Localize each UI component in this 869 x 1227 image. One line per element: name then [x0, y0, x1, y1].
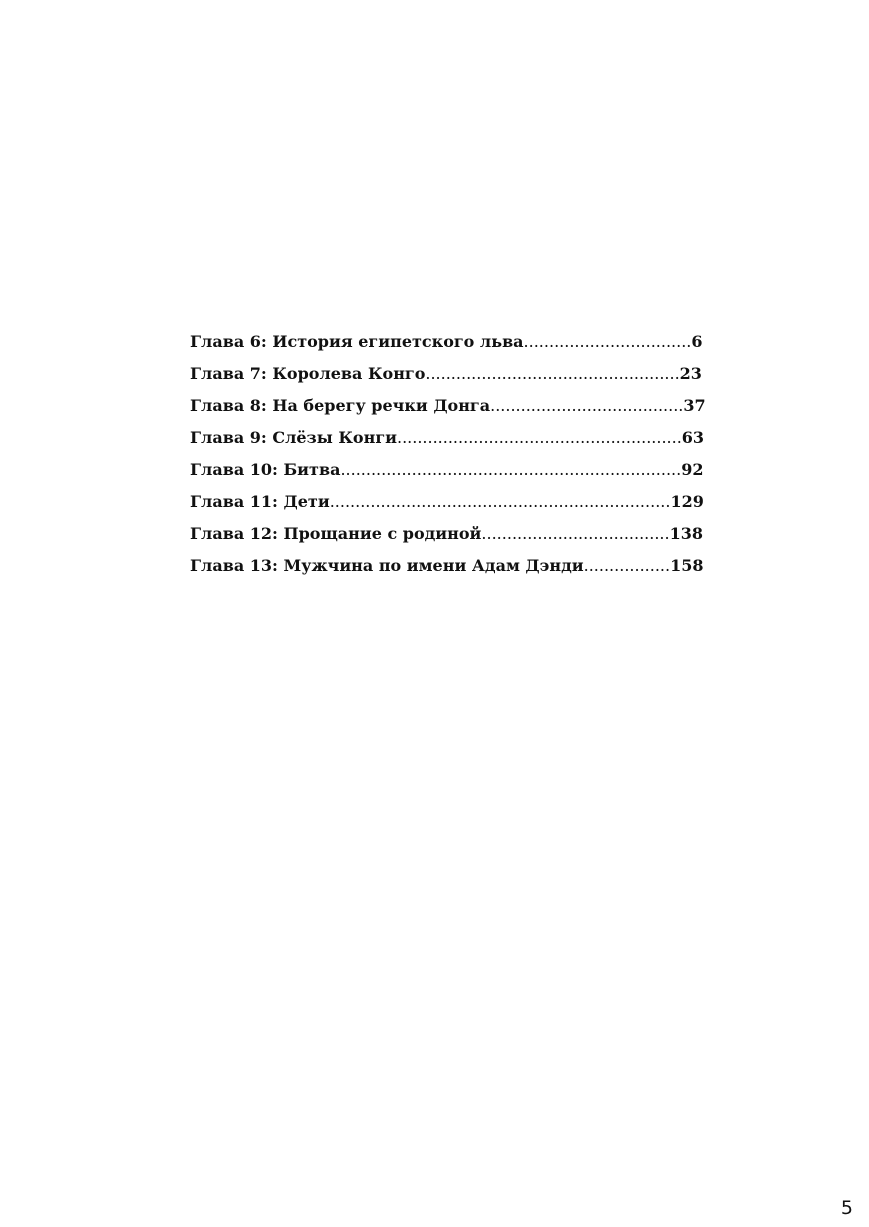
- toc-chapter-title: Глава 7: Королева Конго: [190, 364, 426, 383]
- toc-entry-chapter-7: [190, 361, 715, 387]
- toc-entry-chapter-6: [190, 329, 715, 355]
- toc-chapter-title: Глава 10: Битва: [190, 460, 341, 479]
- toc-entry-chapter-9: [190, 425, 715, 451]
- toc-leader-dots: .................: [583, 556, 671, 575]
- toc-chapter-title: Глава 9: Слёзы Конги: [190, 428, 397, 447]
- page-number: 5: [840, 1197, 853, 1219]
- toc-leader-dots: .................................: [523, 332, 692, 351]
- toc-entry-chapter-13: [190, 553, 715, 579]
- toc-chapter-title: Глава 6: История египетского льва: [190, 332, 524, 351]
- toc-chapter-title: Глава 8: На берегу речки Донга: [190, 396, 491, 415]
- toc-page-number: 138: [669, 524, 704, 543]
- toc-leader-dots: ..................................................: [425, 364, 680, 383]
- toc-page-number: 23: [679, 364, 702, 383]
- toc-page-number: 129: [670, 492, 704, 511]
- toc-entry-chapter-10: [190, 457, 715, 483]
- toc-leader-dots: ...................................................................: [340, 460, 682, 479]
- toc-page-number: 37: [683, 396, 706, 415]
- toc-page-number: 92: [681, 460, 704, 479]
- toc-entry-chapter-11: [190, 489, 715, 515]
- toc-entry-chapter-12: [190, 521, 715, 547]
- toc-leader-dots: ...................................................................: [329, 492, 671, 511]
- toc-chapter-title: Глава 11: Дети: [190, 492, 330, 511]
- toc-page-number: 6: [691, 332, 703, 351]
- toc-leader-dots: ......................................: [490, 396, 684, 415]
- toc-page-number: 158: [670, 556, 704, 575]
- toc-page-number: 63: [681, 428, 705, 447]
- toc-chapter-title: Глава 13: Мужчина по имени Адам Дэнди: [190, 556, 584, 575]
- toc-chapter-title: Глава 12: Прощание с родиной: [190, 524, 482, 543]
- table-of-contents: [190, 329, 715, 585]
- toc-leader-dots: ........................................................: [396, 428, 682, 447]
- toc-leader-dots: .....................................: [481, 524, 670, 543]
- toc-entry-chapter-8: [190, 393, 715, 419]
